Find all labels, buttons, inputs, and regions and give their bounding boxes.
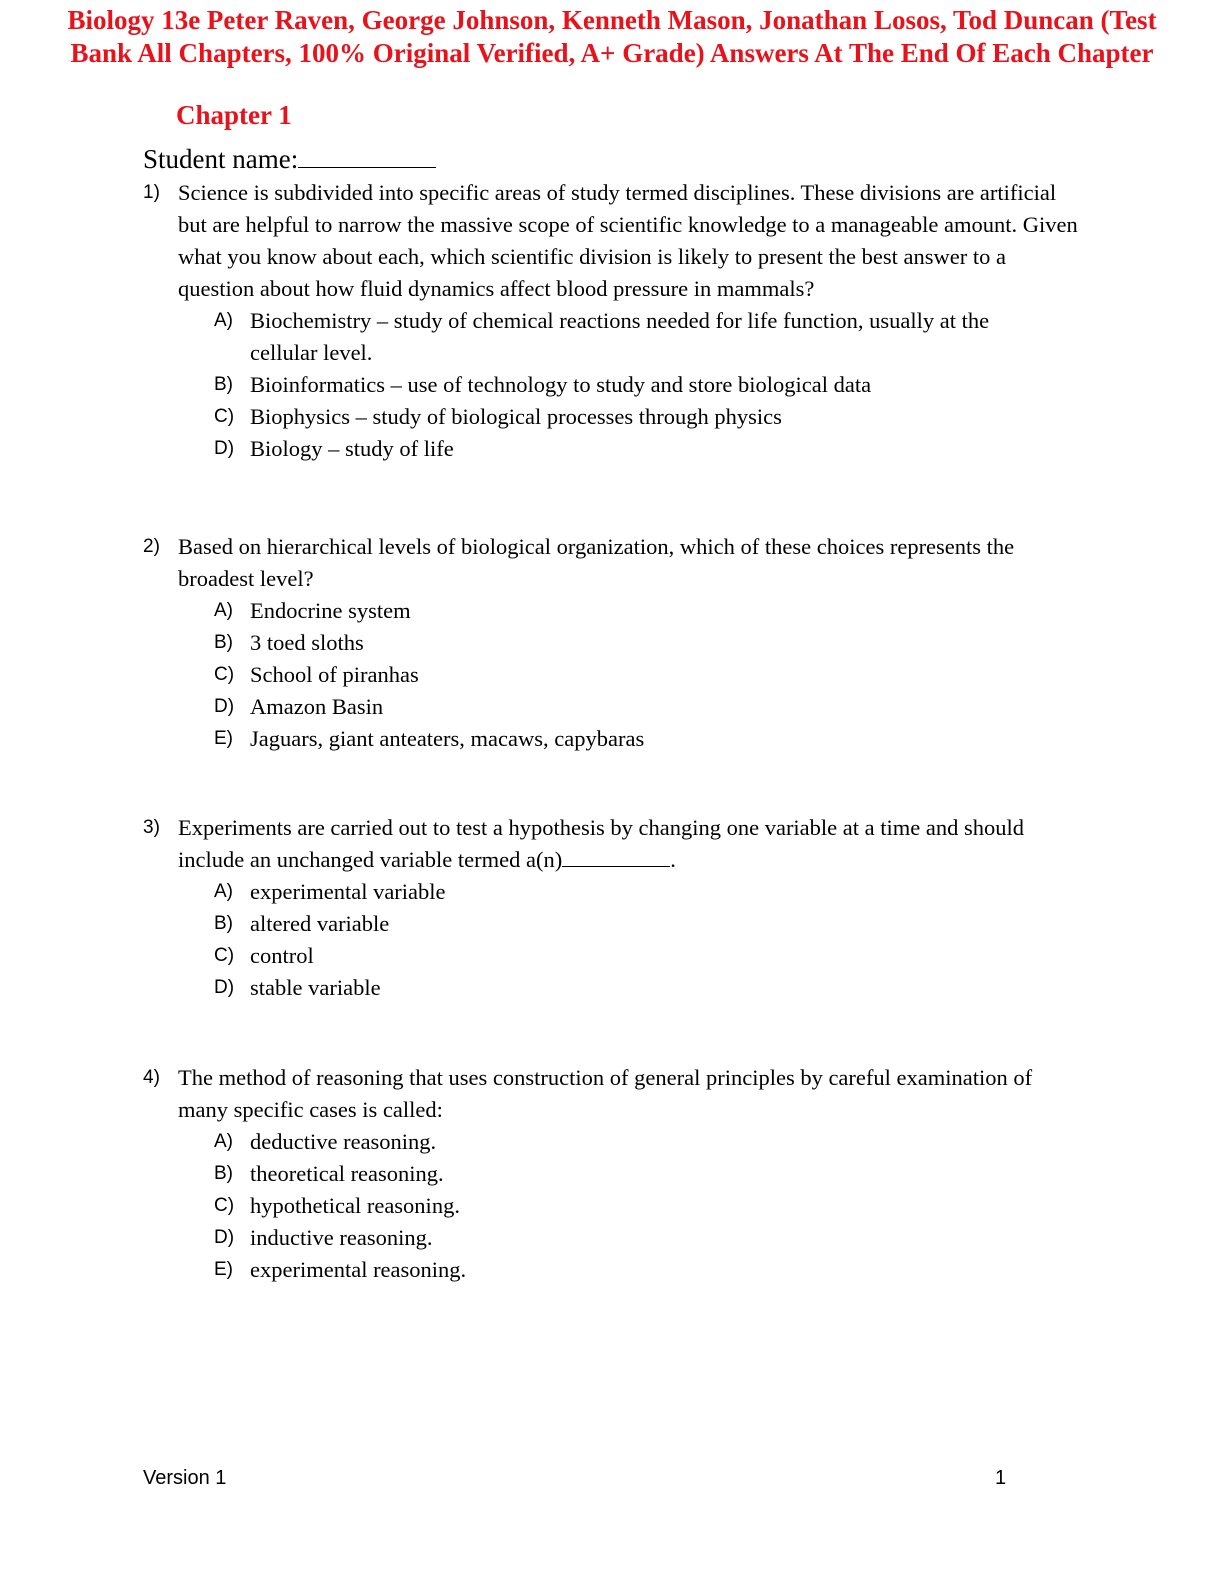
option-text: Biology – study of life (250, 436, 454, 461)
answer-options (143, 876, 1093, 1004)
question-text (178, 812, 1078, 876)
page-number: 1 (995, 1467, 1007, 1489)
option-letter: D) (214, 696, 235, 717)
answer-option (214, 659, 1093, 691)
option-letter: D) (214, 977, 235, 998)
question-text: Science is subdivided into specific areas of study termed disciplines. These divisions are artificial but are helpful to narrow the massive scope of scientific knowledge to a manageable amount. Given what you know about each, which scientific division is likely to present the best answer to a question about how fluid dynamics affect blood pressure in mammals? (178, 180, 1078, 301)
option-letter: C) (214, 1195, 235, 1216)
option-letter: C) (214, 406, 235, 427)
option-letter: B) (214, 374, 233, 395)
option-letter: B) (214, 913, 233, 934)
option-text: Amazon Basin (250, 694, 384, 719)
answer-option (214, 1126, 1093, 1158)
option-letter: A) (214, 600, 233, 621)
chapter-heading: Chapter 1 (176, 100, 292, 130)
question-number: 1) (143, 182, 160, 203)
question-text: The method of reasoning that uses construction of general principles by careful examination of many specific cases is called: (178, 1065, 1033, 1122)
option-letter: D) (214, 1227, 235, 1248)
option-letter: E) (214, 1259, 233, 1280)
option-letter: C) (214, 664, 235, 685)
answer-option (214, 627, 1093, 659)
answer-option (214, 305, 1093, 369)
option-text: Jaguars, giant anteaters, macaws, capybaras (250, 726, 645, 751)
option-letter: A) (214, 881, 233, 902)
option-letter: E) (214, 728, 233, 749)
option-text: Bioinformatics – use of technology to study and store biological data (250, 372, 872, 397)
question-number: 4) (143, 1067, 160, 1088)
question-text-body: Experiments are carried out to test a hypothesis by changing one variable at a time and should include an unchanged variable termed a(n) (178, 815, 1024, 872)
option-text: inductive reasoning. (250, 1225, 433, 1250)
answer-options (143, 1126, 1093, 1286)
option-text: control (250, 943, 314, 968)
option-letter: A) (214, 310, 233, 331)
question-4 (143, 1062, 1093, 1286)
document-title: Biology 13e Peter Raven, George Johnson, Kenneth Mason, Jonathan Losos, Tod Duncan (Test Bank All Chapters, 100% Original Verified, A+ Grade) Answers At The End Of Each Chapter (67, 5, 1157, 68)
question-number: 2) (143, 536, 160, 557)
option-text: Biophysics – study of biological processes through physics (250, 404, 782, 429)
answer-option (214, 691, 1093, 723)
option-text: altered variable (250, 911, 390, 936)
option-letter: A) (214, 1131, 233, 1152)
question-2 (143, 531, 1093, 755)
option-text: theoretical reasoning. (250, 1161, 444, 1186)
answer-option (214, 940, 1093, 972)
answer-option (214, 1222, 1093, 1254)
option-text: Biochemistry – study of chemical reactions needed for life function, usually at the cellular level. (250, 308, 990, 365)
answer-options (143, 595, 1093, 755)
answer-option (214, 595, 1093, 627)
answer-option (214, 972, 1093, 1004)
option-text: 3 toed sloths (250, 630, 364, 655)
student-name-label: Student name: (143, 144, 299, 174)
student-name-blank (298, 143, 436, 168)
answer-option (214, 723, 1093, 755)
question-3 (143, 812, 1093, 1004)
option-letter: D) (214, 438, 235, 459)
answer-option (214, 1190, 1093, 1222)
option-text: hypothetical reasoning. (250, 1193, 460, 1218)
answer-option (214, 876, 1093, 908)
question-number: 3) (143, 817, 160, 838)
answer-options (143, 305, 1093, 465)
option-text: Endocrine system (250, 598, 411, 623)
answer-option (214, 369, 1093, 401)
answer-option (214, 1158, 1093, 1190)
answer-option (214, 401, 1093, 433)
option-text: experimental variable (250, 879, 446, 904)
option-text: deductive reasoning. (250, 1129, 437, 1154)
option-letter: B) (214, 632, 233, 653)
option-text: School of piranhas (250, 662, 419, 687)
option-letter: B) (214, 1163, 233, 1184)
answer-option (214, 1254, 1093, 1286)
option-text: stable variable (250, 975, 381, 1000)
student-name-line (143, 142, 436, 176)
option-letter: C) (214, 945, 235, 966)
question-text-end: . (670, 847, 676, 872)
answer-option (214, 433, 1093, 465)
answer-blank (562, 848, 670, 867)
option-text: experimental reasoning. (250, 1257, 467, 1282)
version-label: Version 1 (143, 1467, 227, 1489)
question-1 (143, 177, 1093, 465)
answer-option (214, 908, 1093, 940)
question-text: Based on hierarchical levels of biological organization, which of these choices represents the broadest level? (178, 534, 1015, 591)
